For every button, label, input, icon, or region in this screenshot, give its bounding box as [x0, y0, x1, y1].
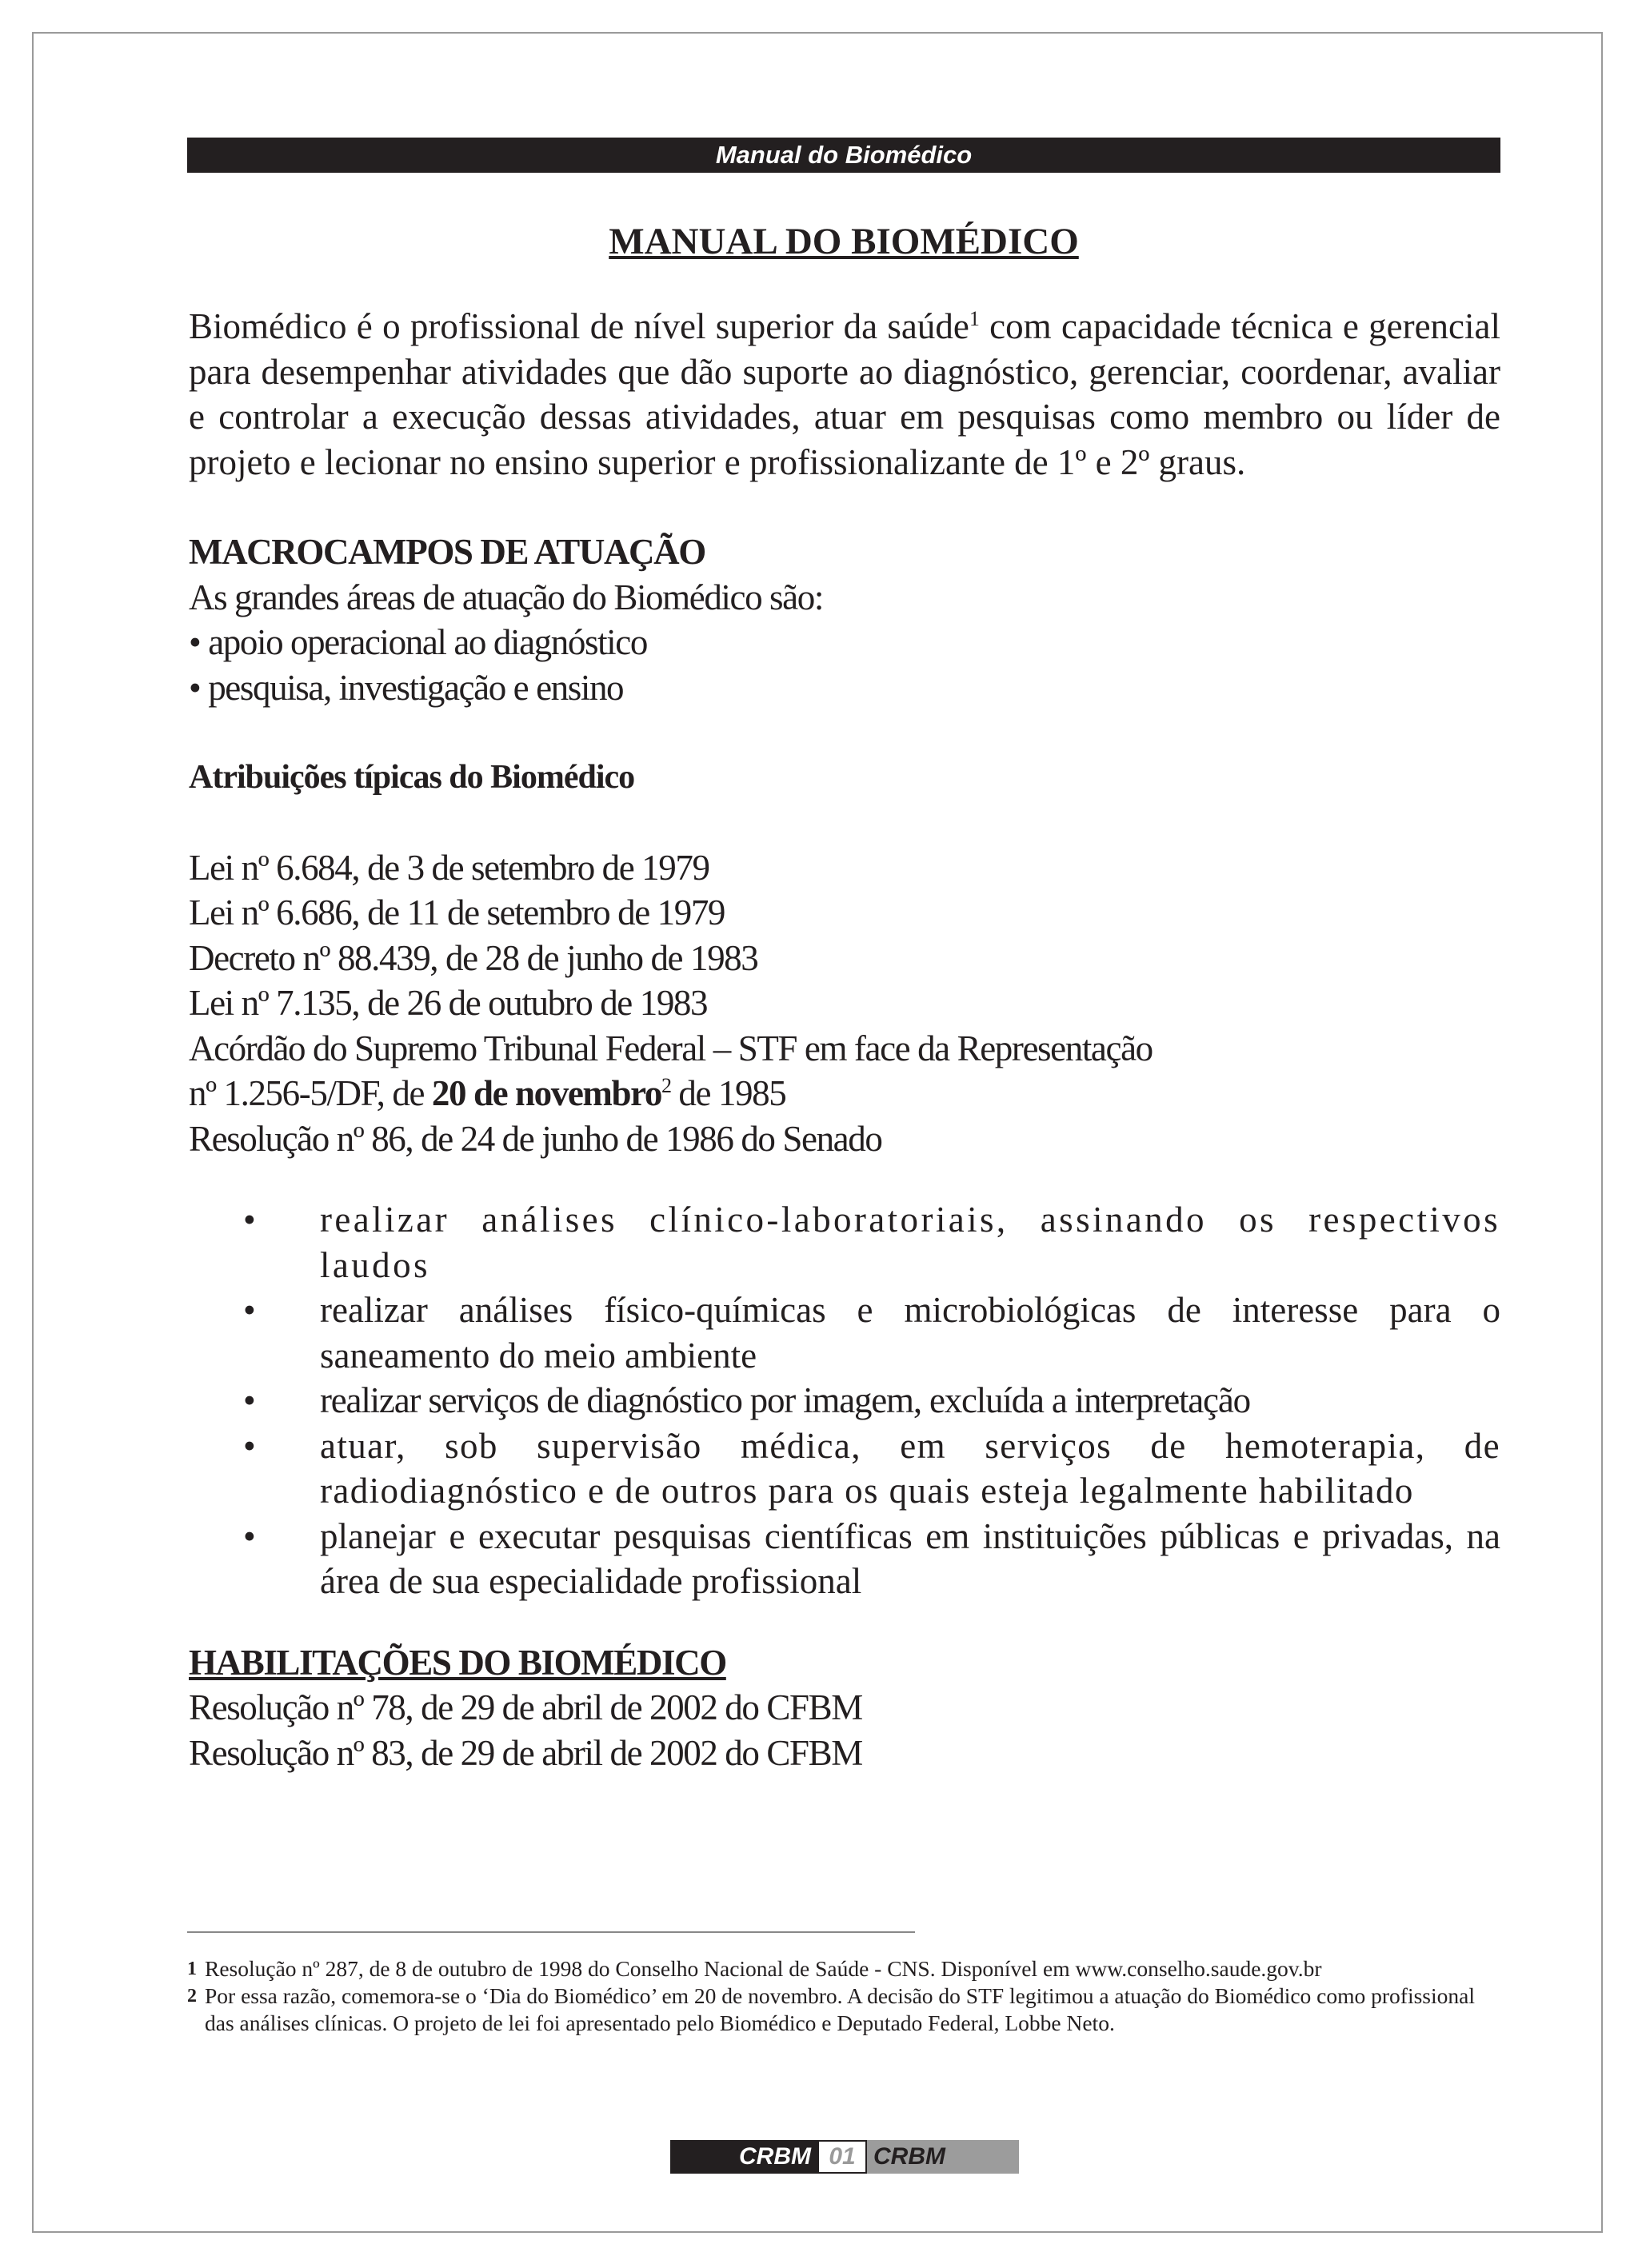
footnotes: [187, 1955, 1507, 2037]
footnote-2: [187, 1983, 1507, 2037]
footnote-number: 1: [187, 1959, 197, 1979]
intro-text-after: com capacidade técnica e gerencial para desempenhar atividades que dão suporte ao diagnóstico, gerenciar, coordenar, avaliar e controlar a execução dessas atividades, atuar em pesquisas como membro ou líder de projeto e lecionar no ensino superior e profissionalizante de 1º e 2º graus.: [189, 306, 1500, 482]
macrocampos-lead: As grandes áreas de atuação do Biomédico são:: [189, 577, 823, 617]
page-title: MANUAL DO BIOMÉDICO: [609, 221, 1079, 262]
page-number: 01: [817, 2140, 867, 2174]
law-line: Resolução nº 86, de 24 de junho de 1986 do Senado: [189, 1118, 882, 1159]
law-line: Lei nº 6.684, de 3 de setembro de 1979: [189, 847, 709, 888]
list-item: [189, 1423, 1500, 1514]
running-header: Manual do Biomédico: [187, 138, 1500, 173]
footnote-ref-1: 1: [969, 307, 980, 330]
footnote-number: 2: [187, 1986, 197, 2006]
footnote-text: Por essa razão, comemora-se o ‘Dia do Biomédico’ em 20 de novembro. A decisão do STF legitimou a atuação do Biomédico como profissional das análises clínicas. O projeto de lei foi apresentado pelo Biomédico e Deputado Federal, Lobbe Neto.: [205, 1983, 1475, 2035]
list-item: [189, 1378, 1500, 1423]
law-line-stf: [189, 1071, 1500, 1116]
law-line: Decreto nº 88.439, de 28 de junho de 1983: [189, 937, 758, 978]
law-line: Acórdão do Supremo Tribunal Federal – STF em face da Representação: [189, 1028, 1153, 1068]
macrocampos-item: • pesquisa, investigação e ensino: [189, 667, 624, 708]
footnote-text: Resolução nº 287, de 8 de outubro de 1998 do Conselho Nacional de Saúde - CNS. Disponível em www.conselho.saude.gov.br: [205, 1956, 1322, 1981]
list-item-text: realizar análises clínico-laboratoriais, assinando os respectivos laudos: [320, 1200, 1500, 1285]
list-item-text: realizar análises físico-químicas e microbiológicas de interesse para o saneamento do meio ambiente: [320, 1290, 1500, 1376]
law-stf-date: 20 de novembro: [431, 1073, 661, 1113]
atribuicoes-heading: Atribuições típicas do Biomédico: [189, 759, 635, 796]
law-stf-before: nº 1.256-5/DF, de: [189, 1073, 432, 1113]
bullet-icon: •: [243, 1515, 256, 1556]
list-item-text: realizar serviços de diagnóstico por imagem, excluída a interpretação: [320, 1380, 1250, 1420]
list-item-text: atuar, sob supervisão médica, em serviços de hemoterapia, de radiodiagnóstico e de outros para os quais esteja legalmente habilitado: [320, 1425, 1500, 1511]
habilitacao-line: Resolução nº 83, de 29 de abril de 2002 do CFBM: [189, 1732, 862, 1773]
list-item: [189, 1197, 1500, 1288]
habilitacao-line: Resolução nº 78, de 29 de abril de 2002 do CFBM: [189, 1687, 862, 1727]
page-footer: [670, 2140, 1019, 2174]
habilitacoes-heading: HABILITAÇÕES DO BIOMÉDICO: [189, 1642, 726, 1683]
footer-brand-left: CRBM: [670, 2140, 817, 2174]
bullet-icon: •: [243, 1380, 255, 1420]
footer-brand-right: CRBM: [867, 2140, 1019, 2174]
intro-paragraph: [189, 304, 1500, 485]
law-line: Lei nº 7.135, de 26 de outubro de 1983: [189, 983, 708, 1023]
bullet-icon: •: [243, 1290, 256, 1330]
bullet-icon: •: [243, 1200, 259, 1240]
atribuicoes-list: [189, 1197, 1500, 1604]
intro-text-before: Biomédico é o profissional de nível superior da saúde: [189, 306, 969, 346]
footnote-ref-2: 2: [661, 1074, 671, 1097]
list-item: [189, 1514, 1500, 1604]
law-stf-after: de 1985: [670, 1073, 786, 1113]
list-item-text: planejar e executar pesquisas científicas em instituições públicas e privadas, na área de sua especialidade profissional: [320, 1515, 1500, 1601]
macrocampos-item: • apoio operacional ao diagnóstico: [189, 622, 647, 662]
law-line: Lei nº 6.686, de 11 de setembro de 1979: [189, 892, 725, 932]
list-item: [189, 1288, 1500, 1378]
footnote-1: [187, 1955, 1507, 1983]
macrocampos-heading: MACROCAMPOS DE ATUAÇÃO: [189, 532, 705, 572]
footnote-divider: [187, 1931, 915, 1933]
main-content: [189, 304, 1500, 1775]
bullet-icon: •: [243, 1425, 258, 1466]
